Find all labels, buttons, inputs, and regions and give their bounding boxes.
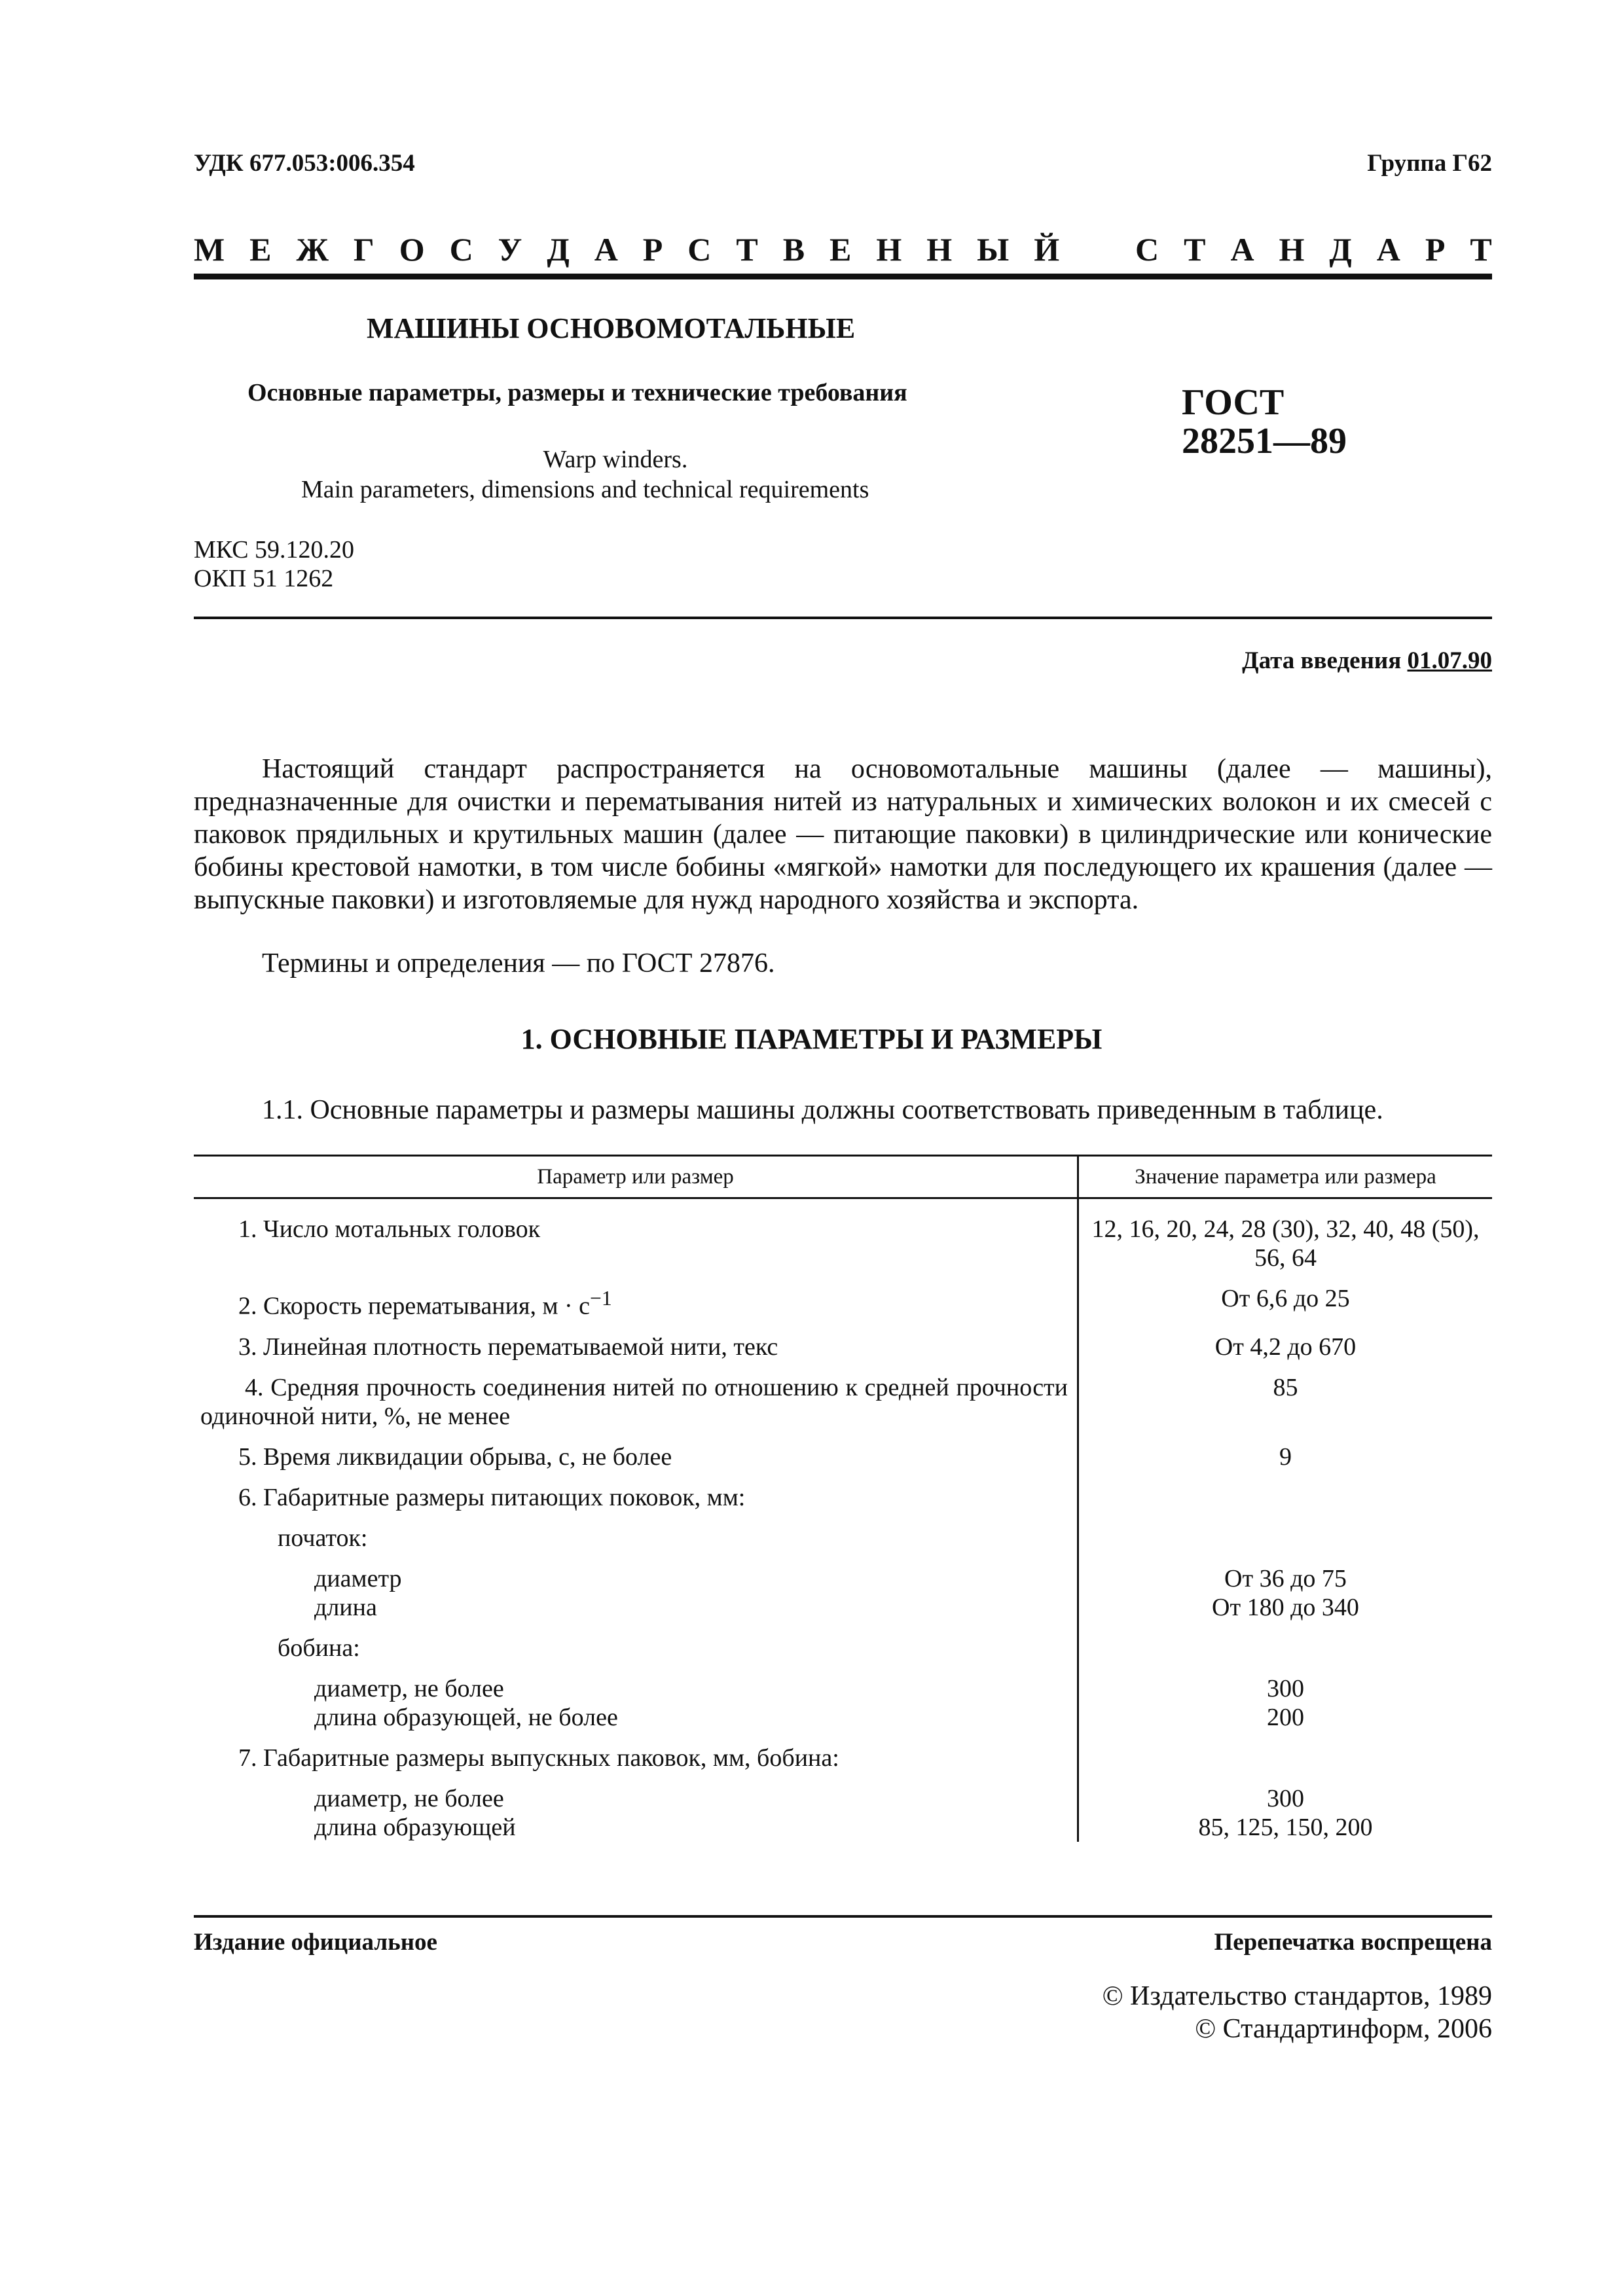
scope-paragraph: Настоящий стандарт распространяется на основомотальные машины (далее — машины), предназначенные для очистки и перематывания нитей из натуральных и химических волокон и их смесей с паковок прядильных и крутильных машин (далее — питающие паковки) в цилиндрические или конические бобины крестовой намотки, в том числе бобины «мягкой» намотки для последующего их крашения (далее — выпускные паковки) и изготовляемые для нужд народного хозяйства и экспорта. <box>194 754 1492 915</box>
table-cell-value: 85 <box>1273 1373 1298 1401</box>
table-row <box>194 1552 1492 1622</box>
table-cell-value-line2: 85, 125, 150, 200 <box>1198 1813 1373 1841</box>
table-row <box>194 1321 1492 1361</box>
interstate-letter: Д <box>547 231 570 268</box>
table-cell-param: 3. Линейная плотность перематываемой нити, текс <box>194 1321 1078 1361</box>
table-header-value: Значение параметра или размера <box>1078 1156 1493 1198</box>
table-cell-value: 9 <box>1279 1443 1292 1471</box>
table-cell-param-superscript: −1 <box>590 1287 612 1310</box>
footer-rule <box>194 1915 1492 1918</box>
word-gap <box>1084 230 1110 268</box>
standard-letter: А <box>1376 231 1400 268</box>
table-cell-value-line2: 200 <box>1267 1703 1304 1731</box>
table-cell-value-line1: 300 <box>1267 1784 1304 1812</box>
clause-1-1: 1.1. Основные параметры и размеры машины должны соответствовать приведенным в таблице. <box>262 1095 1383 1125</box>
reprint-prohibited-note: Перепечатка воспрещена <box>1214 1929 1492 1956</box>
standard-letter: А <box>1230 231 1254 268</box>
interstate-letter: Й <box>1034 231 1060 268</box>
introduction-date <box>1242 647 1492 675</box>
table-cell-param-line1: диаметр, не более <box>314 1674 504 1702</box>
introduction-date-label: Дата введения <box>1242 647 1408 674</box>
table-cell-param <box>194 1772 1078 1842</box>
copyright-line1: © Издательство стандартов, 1989 <box>1102 1981 1492 2011</box>
english-title-line2: Main parameters, dimensions and technical requirements <box>301 476 869 503</box>
table-cell-param-text: 2. Скорость перематывания, м · с <box>238 1292 591 1320</box>
table-cell-param-line2: длина образующей <box>314 1813 516 1841</box>
interstate-standard-heading <box>194 230 1492 268</box>
interstate-letter: Н <box>926 231 953 268</box>
table-cell-param <box>194 1272 1078 1321</box>
top-rule <box>194 274 1492 279</box>
english-title-line1: Warp winders. <box>543 446 688 473</box>
table-cell-param: бобина: <box>194 1622 1078 1662</box>
table-cell-param-line2: длина образующей, не более <box>314 1703 618 1731</box>
udk-code: УДК 677.053:006.354 <box>194 150 415 177</box>
table-cell-value <box>1078 1471 1493 1512</box>
table-cell-param: 5. Время ликвидации обрыва, с, не более <box>194 1431 1078 1471</box>
okp-code: ОКП 51 1262 <box>194 565 334 592</box>
gost-label: ГОСТ <box>1182 382 1285 423</box>
terms-paragraph: Термины и определения — по ГОСТ 27876. <box>262 948 775 978</box>
interstate-letter: У <box>498 231 522 268</box>
interstate-letter: А <box>594 231 618 268</box>
table-header-parameter: Параметр или размер <box>194 1156 1078 1198</box>
table-cell-param-line2: длина <box>314 1593 377 1621</box>
table-cell-value <box>1078 1622 1493 1662</box>
mks-code: МКС 59.120.20 <box>194 536 355 564</box>
table-cell-param: початок: <box>194 1512 1078 1552</box>
gost-number: 28251—89 <box>1182 421 1347 461</box>
interstate-letter: В <box>782 231 805 268</box>
table-cell-value <box>1078 1552 1493 1622</box>
table-cell-param-line1: диаметр, не более <box>314 1784 504 1812</box>
table-cell-param: 6. Габаритные размеры питающих поковок, мм: <box>194 1471 1078 1512</box>
table-cell-param-line1: диаметр <box>314 1564 402 1592</box>
table-cell-value-line1: От 36 до 75 <box>1224 1564 1347 1592</box>
table-cell-param: 7. Габаритные размеры выпускных паковок, мм, бобина: <box>194 1732 1078 1772</box>
table-cell-value <box>1078 1772 1493 1842</box>
table-row <box>194 1772 1492 1842</box>
standard-letter: Н <box>1279 231 1305 268</box>
table-cell-value: 12, 16, 20, 24, 28 (30), 32, 40, 48 (50), 56, 64 <box>1091 1215 1480 1272</box>
table-row <box>194 1662 1492 1732</box>
interstate-letter: Ж <box>296 231 329 268</box>
parameters-table <box>194 1155 1492 1842</box>
table-cell-value-line2: От 180 до 340 <box>1212 1593 1359 1621</box>
table-cell-param <box>194 1552 1078 1622</box>
table-row <box>194 1512 1492 1552</box>
interstate-letter: Г <box>353 231 374 268</box>
document-title: МАШИНЫ ОСНОВОМОТАЛЬНЫЕ <box>367 312 856 344</box>
table-row <box>194 1732 1492 1772</box>
table-header-row <box>194 1156 1492 1198</box>
interstate-letter: Е <box>249 231 272 268</box>
standard-letter: С <box>1135 231 1159 268</box>
table-cell-value: От 6,6 до 25 <box>1221 1285 1350 1312</box>
interstate-letter: Ы <box>977 231 1010 268</box>
table-cell-param: 1. Число мотальных головок <box>194 1198 1078 1273</box>
group-code: Группа Г62 <box>1367 150 1492 177</box>
table-row <box>194 1272 1492 1321</box>
standard-letter: Д <box>1329 231 1352 268</box>
table-row <box>194 1431 1492 1471</box>
interstate-letter: О <box>399 231 425 268</box>
table-row <box>194 1361 1492 1431</box>
table-cell-param: 4. Средняя прочность соединения нитей по отношению к средней прочности одиночной нити, %, не менее <box>194 1361 1078 1431</box>
standard-letter: Т <box>1184 231 1206 268</box>
table-cell-value <box>1078 1512 1493 1552</box>
header-rule <box>194 617 1492 619</box>
interstate-letter: С <box>449 231 473 268</box>
table-cell-value-line1: 300 <box>1267 1674 1304 1702</box>
table-cell-value <box>1078 1662 1493 1732</box>
standard-letter: Т <box>1470 231 1492 268</box>
official-edition-note: Издание официальное <box>194 1929 437 1956</box>
document-subtitle: Основные параметры, размеры и технические требования <box>247 379 907 406</box>
table-cell-value <box>1078 1732 1493 1772</box>
table-row <box>194 1622 1492 1662</box>
copyright-line2: © Стандартинформ, 2006 <box>1195 2014 1492 2044</box>
interstate-letter: Е <box>830 231 852 268</box>
interstate-letter: Т <box>736 231 758 268</box>
interstate-letter: М <box>194 231 225 268</box>
table-row <box>194 1471 1492 1512</box>
section-1-heading: 1. ОСНОВНЫЕ ПАРАМЕТРЫ И РАЗМЕРЫ <box>520 1023 1103 1055</box>
table-row <box>194 1198 1492 1273</box>
interstate-letter: Р <box>642 231 663 268</box>
standard-letter: Р <box>1425 231 1446 268</box>
interstate-letter: Н <box>876 231 902 268</box>
table-cell-value: От 4,2 до 670 <box>1214 1333 1357 1361</box>
interstate-letter: С <box>687 231 712 268</box>
introduction-date-value: 01.07.90 <box>1407 647 1492 674</box>
table-cell-param <box>194 1662 1078 1732</box>
